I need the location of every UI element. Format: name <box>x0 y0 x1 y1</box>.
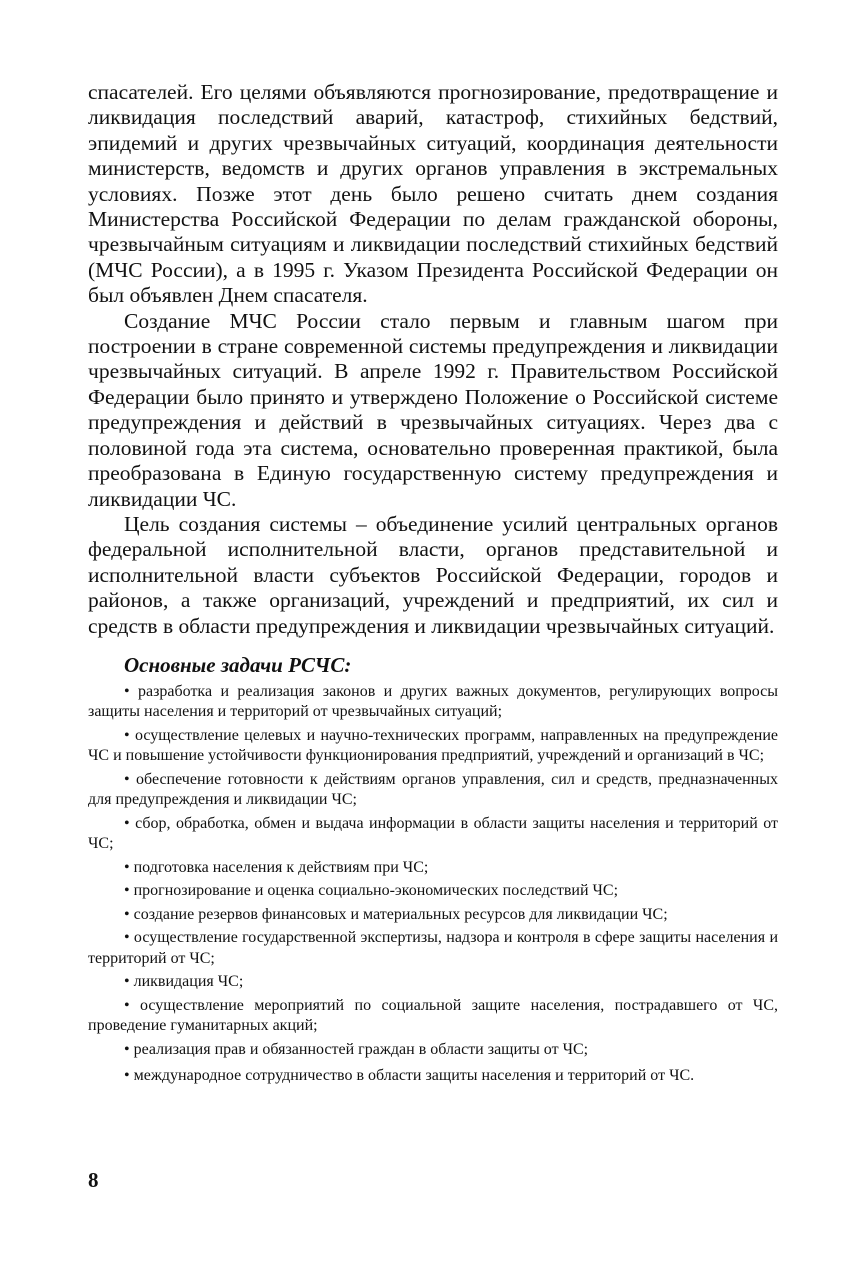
paragraph-system-goal: Цель создания системы – объединение усилий центральных органов федеральной исполнительной власти, органов представительной и исполнительной власти субъектов Российской Федерации, городов и районов, а также организаций, учреждений и предприятий, их сил и средств в области предупреждения и ликвидации чрезвычайных ситуаций. <box>88 511 778 638</box>
list-item: • создание резервов финансовых и материальных ресурсов для ликвидации ЧС; <box>124 905 668 923</box>
document-page <box>88 80 778 1090</box>
list-item: • международное сотрудничество в области защиты населения и территорий от ЧС. <box>124 1067 695 1085</box>
list-item: • реализация прав и обязанностей граждан в области защиты от ЧС; <box>124 1040 589 1058</box>
list-item: • прогнозирование и оценка социально-экономических последствий ЧС; <box>124 882 619 900</box>
section-heading: Основные задачи РСЧС: <box>124 652 352 677</box>
list-item: • подготовка населения к действиям при ЧС; <box>124 858 429 876</box>
task-list <box>88 682 778 1087</box>
body-text <box>88 80 778 639</box>
list-item: • осуществление целевых и научно-технических программ, направленных на предупреждение ЧС и повышение устойчивости функционирования предприятий, учреждений и организаций в ЧС; <box>88 726 778 765</box>
list-item: • разработка и реализация законов и других важных документов, регулирующих вопросы защиты населения и территорий от чрезвычайных ситуаций; <box>88 682 778 721</box>
page-number: 8 <box>88 1168 99 1192</box>
list-item: • осуществление государственной экспертизы, надзора и контроля в сфере защиты населения и территорий от ЧС; <box>88 929 778 967</box>
paragraph-mchs-creation: Создание МЧС России стало первым и главным шагом при построении в стране современной системы предупреждения и ликвидации чрезвычайных ситуаций. В апреле 1992 г. Правительством Российской Федерации было принято и утверждено Положение о Российской системе предупреждения и действий в чрезвычайных ситуациях. Через два с половиной года эта система, основательно проверенная практикой, была преобразована в Единую государственную систему предупреждения и ликвидации ЧС. <box>88 308 778 511</box>
list-item: • обеспечение готовности к действиям органов управления, сил и средств, предназначенных для предупреждения и ликвидации ЧС; <box>88 770 778 809</box>
list-item: • сбор, обработка, обмен и выдача информации в области защиты населения и территорий от ЧС; <box>88 814 778 853</box>
paragraph-continuation: спасателей. Его целями объявляются прогнозирование, предотвращение и ликвидация последствий аварий, катастроф, стихийных бедствий, эпидемий и других чрезвычайных ситуаций, координация деятельности министерств, ведомств и других органов управления в экстремальных условиях. Позже этот день было решено считать днем создания Министерства Российской Федерации по делам гражданской обороны, чрезвычайным ситуациям и ликвидации последствий стихийных бедствий (МЧС России), а в 1995 г. Указом Президента Российской Федерации он был объявлен Днем спасателя. <box>88 80 778 308</box>
list-item: • ликвидация ЧС; <box>124 973 244 991</box>
list-item: • осуществление мероприятий по социальной защите населения, пострадавшего от ЧС, проведение гуманитарных акций; <box>88 996 778 1035</box>
